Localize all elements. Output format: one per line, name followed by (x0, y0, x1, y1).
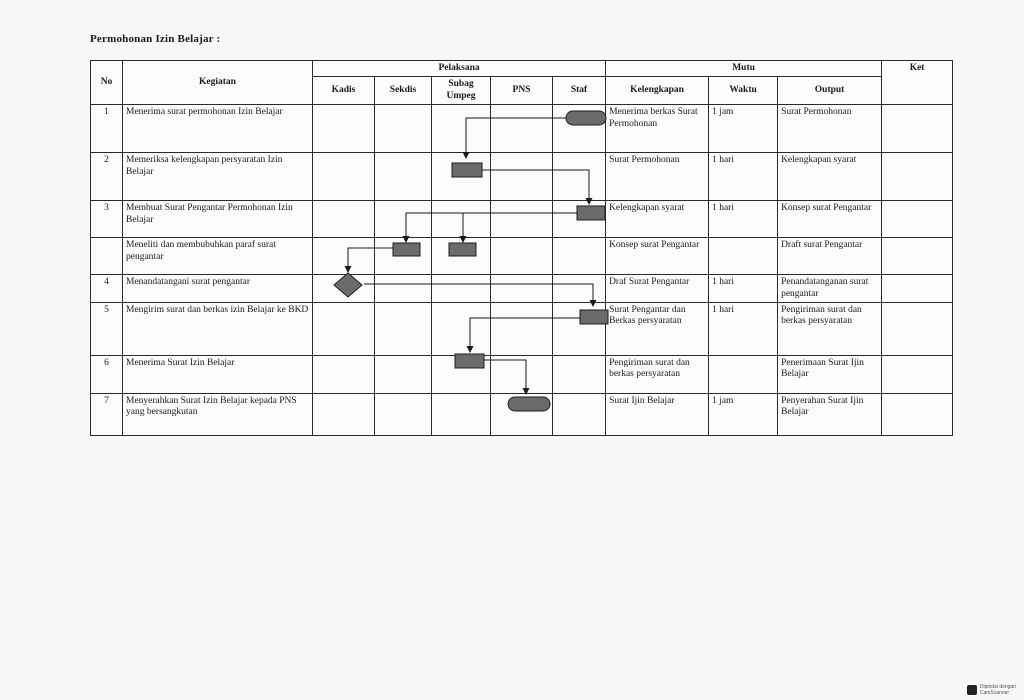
cell-pns (491, 355, 553, 393)
header-pns: PNS (491, 77, 553, 105)
table-row (91, 201, 953, 238)
header-kelengkapan: Kelengkapan (606, 77, 709, 105)
cell-pns (491, 201, 553, 238)
cell-staf (553, 302, 606, 355)
cell-sekdis (375, 201, 432, 238)
cell-kadis (313, 201, 375, 238)
row-ket (882, 238, 953, 275)
row-waktu: 1 jam (709, 105, 778, 153)
cell-subag-umpeg (432, 355, 491, 393)
row-ket (882, 105, 953, 153)
row-output: Draft surat Pengantar (778, 238, 882, 275)
cell-pns (491, 302, 553, 355)
row-kegiatan: Menyerahkan Surat Izin Belajar kepada PNS yang bersangkutan (123, 393, 313, 435)
scanner-watermark (967, 684, 1016, 696)
row-waktu (709, 238, 778, 275)
cell-kadis (313, 238, 375, 275)
row-output: Kelengkapan syarat (778, 153, 882, 201)
cell-subag-umpeg (432, 201, 491, 238)
cell-staf (553, 275, 606, 303)
row-ket (882, 302, 953, 355)
cell-pns (491, 393, 553, 435)
row-kelengkapan: Pengiriman surat dan berkas persyaratan (606, 355, 709, 393)
row-no: 4 (91, 275, 123, 303)
row-no: 5 (91, 302, 123, 355)
table-row (91, 355, 953, 393)
row-output: Penerimaan Surat Ijin Belajar (778, 355, 882, 393)
header-row-group (91, 61, 953, 77)
cell-kadis (313, 355, 375, 393)
cell-sekdis (375, 105, 432, 153)
cell-staf (553, 355, 606, 393)
row-no: 1 (91, 105, 123, 153)
cell-sekdis (375, 302, 432, 355)
camscanner-logo-icon (967, 685, 977, 695)
header-sekdis: Sekdis (375, 77, 432, 105)
scanner-line-2: CamScanner (979, 690, 1010, 696)
header-subag-umpeg: Subag Umpeg (432, 77, 491, 105)
cell-sekdis (375, 238, 432, 275)
row-kegiatan: Menerima surat permohonan Izin Belajar (123, 105, 313, 153)
row-waktu: 1 jam (709, 393, 778, 435)
row-kegiatan: Menandatangani surat pengantar (123, 275, 313, 303)
cell-pns (491, 238, 553, 275)
row-ket (882, 153, 953, 201)
document-title: Permohonan Izin Belajar : (90, 33, 221, 45)
row-kegiatan: Meneliti dan membubuhkan paraf surat pengantar (123, 238, 313, 275)
scanner-line-1: Dipindai dengan (979, 684, 1016, 690)
row-ket (882, 393, 953, 435)
cell-pns (491, 275, 553, 303)
cell-kadis (313, 275, 375, 303)
row-kelengkapan: Menerima berkas Surat Permohonan (606, 105, 709, 153)
header-output: Output (778, 77, 882, 105)
cell-kadis (313, 302, 375, 355)
row-no: 2 (91, 153, 123, 201)
row-kelengkapan: Draf Surat Pengantar (606, 275, 709, 303)
row-kegiatan: Menerima Surat Izin Belajar (123, 355, 313, 393)
row-no: 6 (91, 355, 123, 393)
cell-pns (491, 153, 553, 201)
cell-subag-umpeg (432, 393, 491, 435)
row-ket (882, 275, 953, 303)
cell-subag-umpeg (432, 275, 491, 303)
row-waktu: 1 hari (709, 275, 778, 303)
row-kegiatan: Mengirim surat dan berkas izin Belajar ke BKD (123, 302, 313, 355)
cell-subag-umpeg (432, 153, 491, 201)
row-ket (882, 355, 953, 393)
row-kelengkapan: Surat Pengantar dan Berkas persyaratan (606, 302, 709, 355)
header-ket: Ket (882, 61, 953, 105)
cell-subag-umpeg (432, 302, 491, 355)
row-output: Surat Permohonan (778, 105, 882, 153)
cell-subag-umpeg (432, 238, 491, 275)
sop-table-container (90, 60, 953, 436)
cell-sekdis (375, 275, 432, 303)
row-output: Penyerahan Surat Ijin Belajar (778, 393, 882, 435)
cell-sekdis (375, 355, 432, 393)
row-kelengkapan: Surat Ijin Belajar (606, 393, 709, 435)
row-kegiatan: Membuat Surat Pengantar Permohonan Izin Belajar (123, 201, 313, 238)
row-no: 3 (91, 201, 123, 238)
header-waktu: Waktu (709, 77, 778, 105)
row-kegiatan: Memeriksa kelengkapan persyaratan Izin Belajar (123, 153, 313, 201)
row-output: Konsep surat Pengantar (778, 201, 882, 238)
row-waktu: 1 hari (709, 302, 778, 355)
header-staf: Staf (553, 77, 606, 105)
table-row (91, 393, 953, 435)
row-kelengkapan: Kelengkapan syarat (606, 201, 709, 238)
cell-subag-umpeg (432, 105, 491, 153)
table-row (91, 302, 953, 355)
cell-staf (553, 201, 606, 238)
row-waktu: 1 hari (709, 201, 778, 238)
header-mutu: Mutu (606, 61, 882, 77)
row-output: Penandatanganan surat pengantar (778, 275, 882, 303)
row-no (91, 238, 123, 275)
cell-kadis (313, 105, 375, 153)
row-waktu: 1 hari (709, 153, 778, 201)
sop-table (90, 60, 953, 436)
table-row (91, 238, 953, 275)
row-kelengkapan: Surat Permohonan (606, 153, 709, 201)
header-no: No (91, 61, 123, 105)
table-row (91, 153, 953, 201)
table-row (91, 275, 953, 303)
cell-kadis (313, 153, 375, 201)
table-row (91, 105, 953, 153)
row-no: 7 (91, 393, 123, 435)
header-kegiatan: Kegiatan (123, 61, 313, 105)
header-pelaksana: Pelaksana (313, 61, 606, 77)
row-ket (882, 201, 953, 238)
header-kadis: Kadis (313, 77, 375, 105)
cell-pns (491, 105, 553, 153)
cell-staf (553, 393, 606, 435)
row-output: Pengiriman surat dan berkas persyaratan (778, 302, 882, 355)
cell-staf (553, 105, 606, 153)
row-waktu (709, 355, 778, 393)
cell-kadis (313, 393, 375, 435)
cell-staf (553, 238, 606, 275)
cell-sekdis (375, 393, 432, 435)
cell-sekdis (375, 153, 432, 201)
cell-staf (553, 153, 606, 201)
row-kelengkapan: Konsep surat Pengantar (606, 238, 709, 275)
